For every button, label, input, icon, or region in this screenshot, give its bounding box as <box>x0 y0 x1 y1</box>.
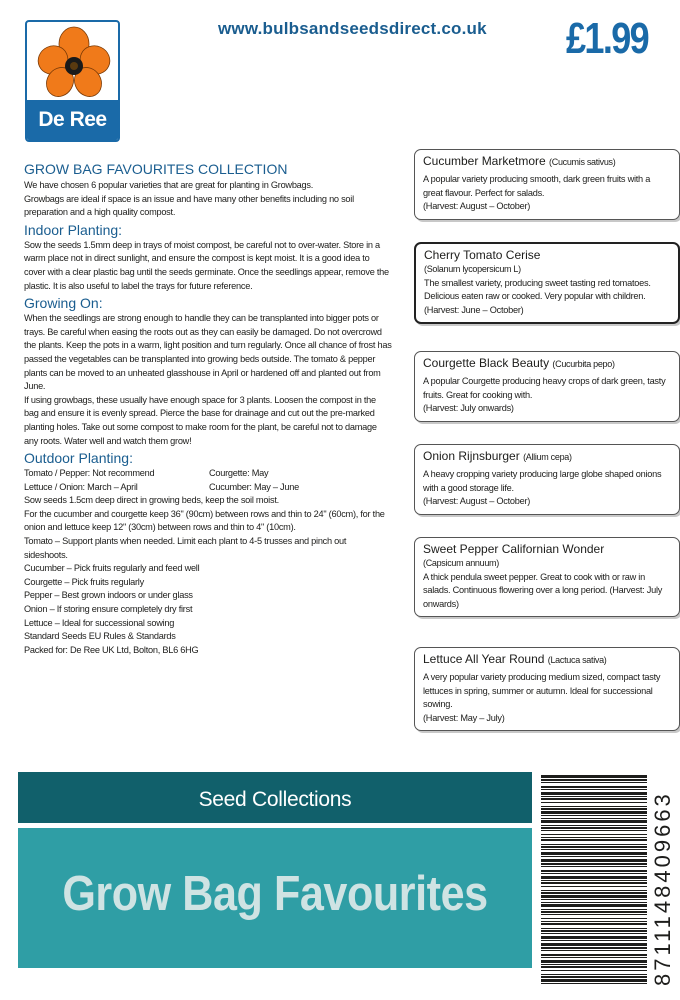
barcode-stripe <box>541 808 647 810</box>
collection-title: GROW BAG FAVOURITES COLLECTION <box>24 161 288 177</box>
variety-card-onion <box>414 444 680 515</box>
outdoor-line: Sow seeds 1.5cm deep direct in growing beds, keep the soil moist. <box>24 495 279 506</box>
variety-latin-name: (Capsicum annuum) <box>423 558 499 568</box>
barcode-stripe <box>541 918 647 919</box>
variety-description: A very popular variety producing medium sized, compact tasty lettuces in spring, summer or autumn. Ideal for successional sowing. <box>423 672 661 709</box>
variety-title: Cherry Tomato Cerise <box>424 248 541 262</box>
indoor-planting-text: Sow the seeds 1.5mm deep in trays of moist compost, be careful not to over-water. Store in a warm place not in direct sunlight, and ensure the compost is kept moist. It is a good idea to cover with a clear plastic bag until the seeds germinate. Once the seedlings appear, remove the plastic. It is also useful to label the trays for future reference. <box>24 239 389 291</box>
variety-harvest: (Harvest: August – October) <box>423 496 531 506</box>
barcode-stripe <box>541 866 647 867</box>
growing-on-paragraph-2: If using growbags, these usually have enough space for 3 plants. Loosen the compost in the bag and ensure it is evenly spread. Pierce the base for drainage and cut out the pre-marked planting holes. Take out some compost to make room for the plant, be careful not to damage any roots. Water well and watch them grow! <box>24 394 377 446</box>
growing-on-paragraph-1: When the seedlings are strong enough to handle they can be transplanted into bigger pots or trays. Be careful when easing the roots out as they can easily be damaged. Do not overcrowd the plants. Keep the pots in a warm, light position and turn regularly. Once all chance of frost has passed the vegetables can be transplanted into growing beds outside. The tomato & pepper plants can be moved to an unheated glasshouse in April or hardened off and planted out from June. <box>24 313 392 392</box>
barcode-icon <box>541 775 647 985</box>
barcode-stripe <box>541 834 647 835</box>
instructions-column <box>24 160 392 657</box>
outdoor-planting-heading: Outdoor Planting: <box>24 450 133 467</box>
barcode-stripe <box>541 976 647 978</box>
barcode-stripe <box>541 789 647 790</box>
barcode-stripe <box>541 786 647 788</box>
sowing-time-tomato-pepper: Tomato / Pepper: Not recommend <box>24 468 155 479</box>
variety-harvest: (Harvest: August – October) <box>423 201 531 211</box>
variety-title: Lettuce All Year Round (Lactuca sativa) <box>423 652 607 666</box>
barcode-stripe <box>541 904 647 907</box>
outdoor-line: Pepper – Best grown indoors or under glass <box>24 590 193 601</box>
barcode-stripe <box>541 890 647 891</box>
variety-card-sweet-pepper <box>414 537 680 617</box>
barcode-stripe <box>541 979 647 982</box>
barcode-stripe <box>541 886 647 887</box>
barcode-stripe <box>541 880 647 881</box>
barcode-stripe <box>541 876 647 879</box>
barcode-stripe <box>541 818 647 819</box>
barcode-stripe <box>541 970 647 971</box>
barcode-stripe <box>541 815 647 816</box>
barcode-stripe <box>541 870 647 872</box>
barcode-stripe <box>541 974 647 975</box>
sowing-times-row-1 <box>24 467 392 481</box>
barcode-stripe <box>541 921 647 922</box>
outdoor-line: Onion – If storing ensure completely dry first <box>24 604 193 615</box>
barcode-stripe <box>541 798 647 800</box>
barcode-stripe <box>541 825 647 826</box>
barcode-stripe <box>541 947 647 949</box>
barcode-stripe <box>541 844 647 845</box>
barcode-stripe <box>541 782 647 783</box>
flower-logo-icon <box>35 26 113 102</box>
barcode-stripe <box>541 802 647 803</box>
barcode-stripe <box>541 873 647 874</box>
barcode-stripe <box>541 856 647 857</box>
barcode-stripe <box>541 846 647 848</box>
variety-description: A heavy cropping variety producing large globe shaped onions with a good storage life. <box>423 469 662 493</box>
barcode-stripe <box>541 830 647 831</box>
variety-card-courgette <box>414 351 680 422</box>
variety-harvest: (Harvest: July onwards) <box>423 403 514 413</box>
barcode-stripe <box>541 923 647 925</box>
barcode-stripe <box>541 930 647 932</box>
variety-title: Onion Rijnsburger (Allium cepa) <box>423 449 572 463</box>
variety-description: A thick pendula sweet pepper. Great to cook with or raw in salads. Continuous flowering over a long period. (Harvest: July onwards) <box>423 571 663 609</box>
barcode-stripe <box>541 820 647 823</box>
seed-collections-banner: Seed Collections <box>18 772 532 823</box>
barcode-stripe <box>541 859 647 862</box>
variety-description: A popular variety producing smooth, dark green fruits with a great flavour. Perfect for salads. <box>423 174 651 198</box>
sowing-time-cucumber: Cucumber: May – June <box>209 481 299 492</box>
barcode-stripe <box>541 863 647 865</box>
barcode-stripe <box>541 928 647 929</box>
variety-description: A popular Courgette producing heavy crops of dark green, tasty fruits. Great for cooking with. <box>423 376 666 400</box>
intro-paragraph-2: Growbags are ideal if space is an issue and have many other benefits including no soil preparation and a high quality compost. <box>24 193 354 218</box>
barcode-stripe <box>541 936 647 939</box>
barcode-stripe <box>541 957 647 958</box>
barcode-stripe <box>541 775 647 778</box>
outdoor-line: Cucumber – Pick fruits regularly and feed well <box>24 563 200 574</box>
sowing-time-courgette: Courgette: May <box>209 468 269 479</box>
logo-brand-text: De Ree <box>27 100 118 140</box>
barcode-stripe <box>541 943 647 946</box>
barcode-stripe <box>541 914 647 915</box>
variety-card-cherry-tomato <box>414 242 680 324</box>
barcode-stripe <box>541 892 647 894</box>
barcode-stripe <box>541 940 647 941</box>
barcode-stripe <box>541 827 647 829</box>
barcode-stripe <box>541 950 647 951</box>
outdoor-line: For the cucumber and courgette keep 36" (90cm) between rows and thin to 24" (60cm), for the onion and lettuce keep 12" (30cm) between rows and thin to 4" (10cm). <box>24 508 385 533</box>
barcode-stripe <box>541 983 647 984</box>
variety-card-cucumber <box>414 149 680 220</box>
variety-latin-name: (Solanum lycopersicum L) <box>424 264 521 274</box>
outdoor-line: Courgette – Pick fruits regularly <box>24 576 144 587</box>
barcode-stripe <box>541 954 647 956</box>
price-tag: £1.99 <box>566 14 649 63</box>
variety-title: Cucumber Marketmore (Cucumis sativus) <box>423 154 616 168</box>
barcode-stripe <box>541 792 647 795</box>
variety-card-lettuce <box>414 647 680 731</box>
growing-on-heading: Growing On: <box>24 295 103 312</box>
variety-description: The smallest variety, producing sweet tasting red tomatoes. Delicious eaten raw or cooked. Very popular with children. (Harvest: June – October) <box>424 277 651 315</box>
variety-title: Sweet Pepper Californian Wonder <box>423 542 605 556</box>
variety-title: Courgette Black Beauty (Cucurbita pepo) <box>423 356 615 370</box>
variety-harvest: (Harvest: May – July) <box>423 712 505 723</box>
indoor-planting-heading: Indoor Planting: <box>24 221 123 238</box>
barcode-stripe <box>541 966 647 968</box>
outdoor-line: Tomato – Support plants when needed. Limit each plant to 4-5 trusses and pinch out sideshoots. <box>24 536 347 560</box>
de-ree-logo <box>25 20 120 142</box>
barcode-stripe <box>541 796 647 797</box>
sowing-times-row-2 <box>24 481 392 495</box>
barcode-stripe <box>541 933 647 934</box>
barcode-stripe <box>541 964 647 965</box>
outdoor-line: Lettuce – Ideal for successional sowing <box>24 617 175 628</box>
packed-for-text: Packed for: De Ree UK Ltd, Bolton, BL6 6HG <box>24 644 199 655</box>
barcode-stripe <box>541 852 647 855</box>
barcode-stripe <box>541 902 647 903</box>
barcode-stripe <box>541 806 647 807</box>
standards-text: Standard Seeds EU Rules & Standards <box>24 631 176 642</box>
barcode-stripe <box>541 882 647 884</box>
barcode-stripe <box>541 895 647 898</box>
product-title-banner <box>18 828 532 968</box>
barcode-number: 8711148409663 <box>650 791 675 986</box>
barcode-stripe <box>541 849 647 850</box>
product-title: Grow Bag Favourites <box>62 867 488 921</box>
barcode-stripe <box>541 909 647 910</box>
barcode-stripe <box>541 911 647 913</box>
barcode-stripe <box>541 779 647 781</box>
sowing-time-lettuce-onion: Lettuce / Onion: March – April <box>24 481 138 492</box>
intro-paragraph-1: We have chosen 6 popular varieties that are great for planting in Growbags. <box>24 180 314 190</box>
barcode-stripe <box>541 837 647 838</box>
website-url[interactable]: www.bulbsandseedsdirect.co.uk <box>218 19 487 38</box>
barcode-stripe <box>541 960 647 963</box>
barcode-stripe <box>541 811 647 814</box>
barcode-stripe <box>541 839 647 841</box>
barcode-stripe <box>541 899 647 900</box>
